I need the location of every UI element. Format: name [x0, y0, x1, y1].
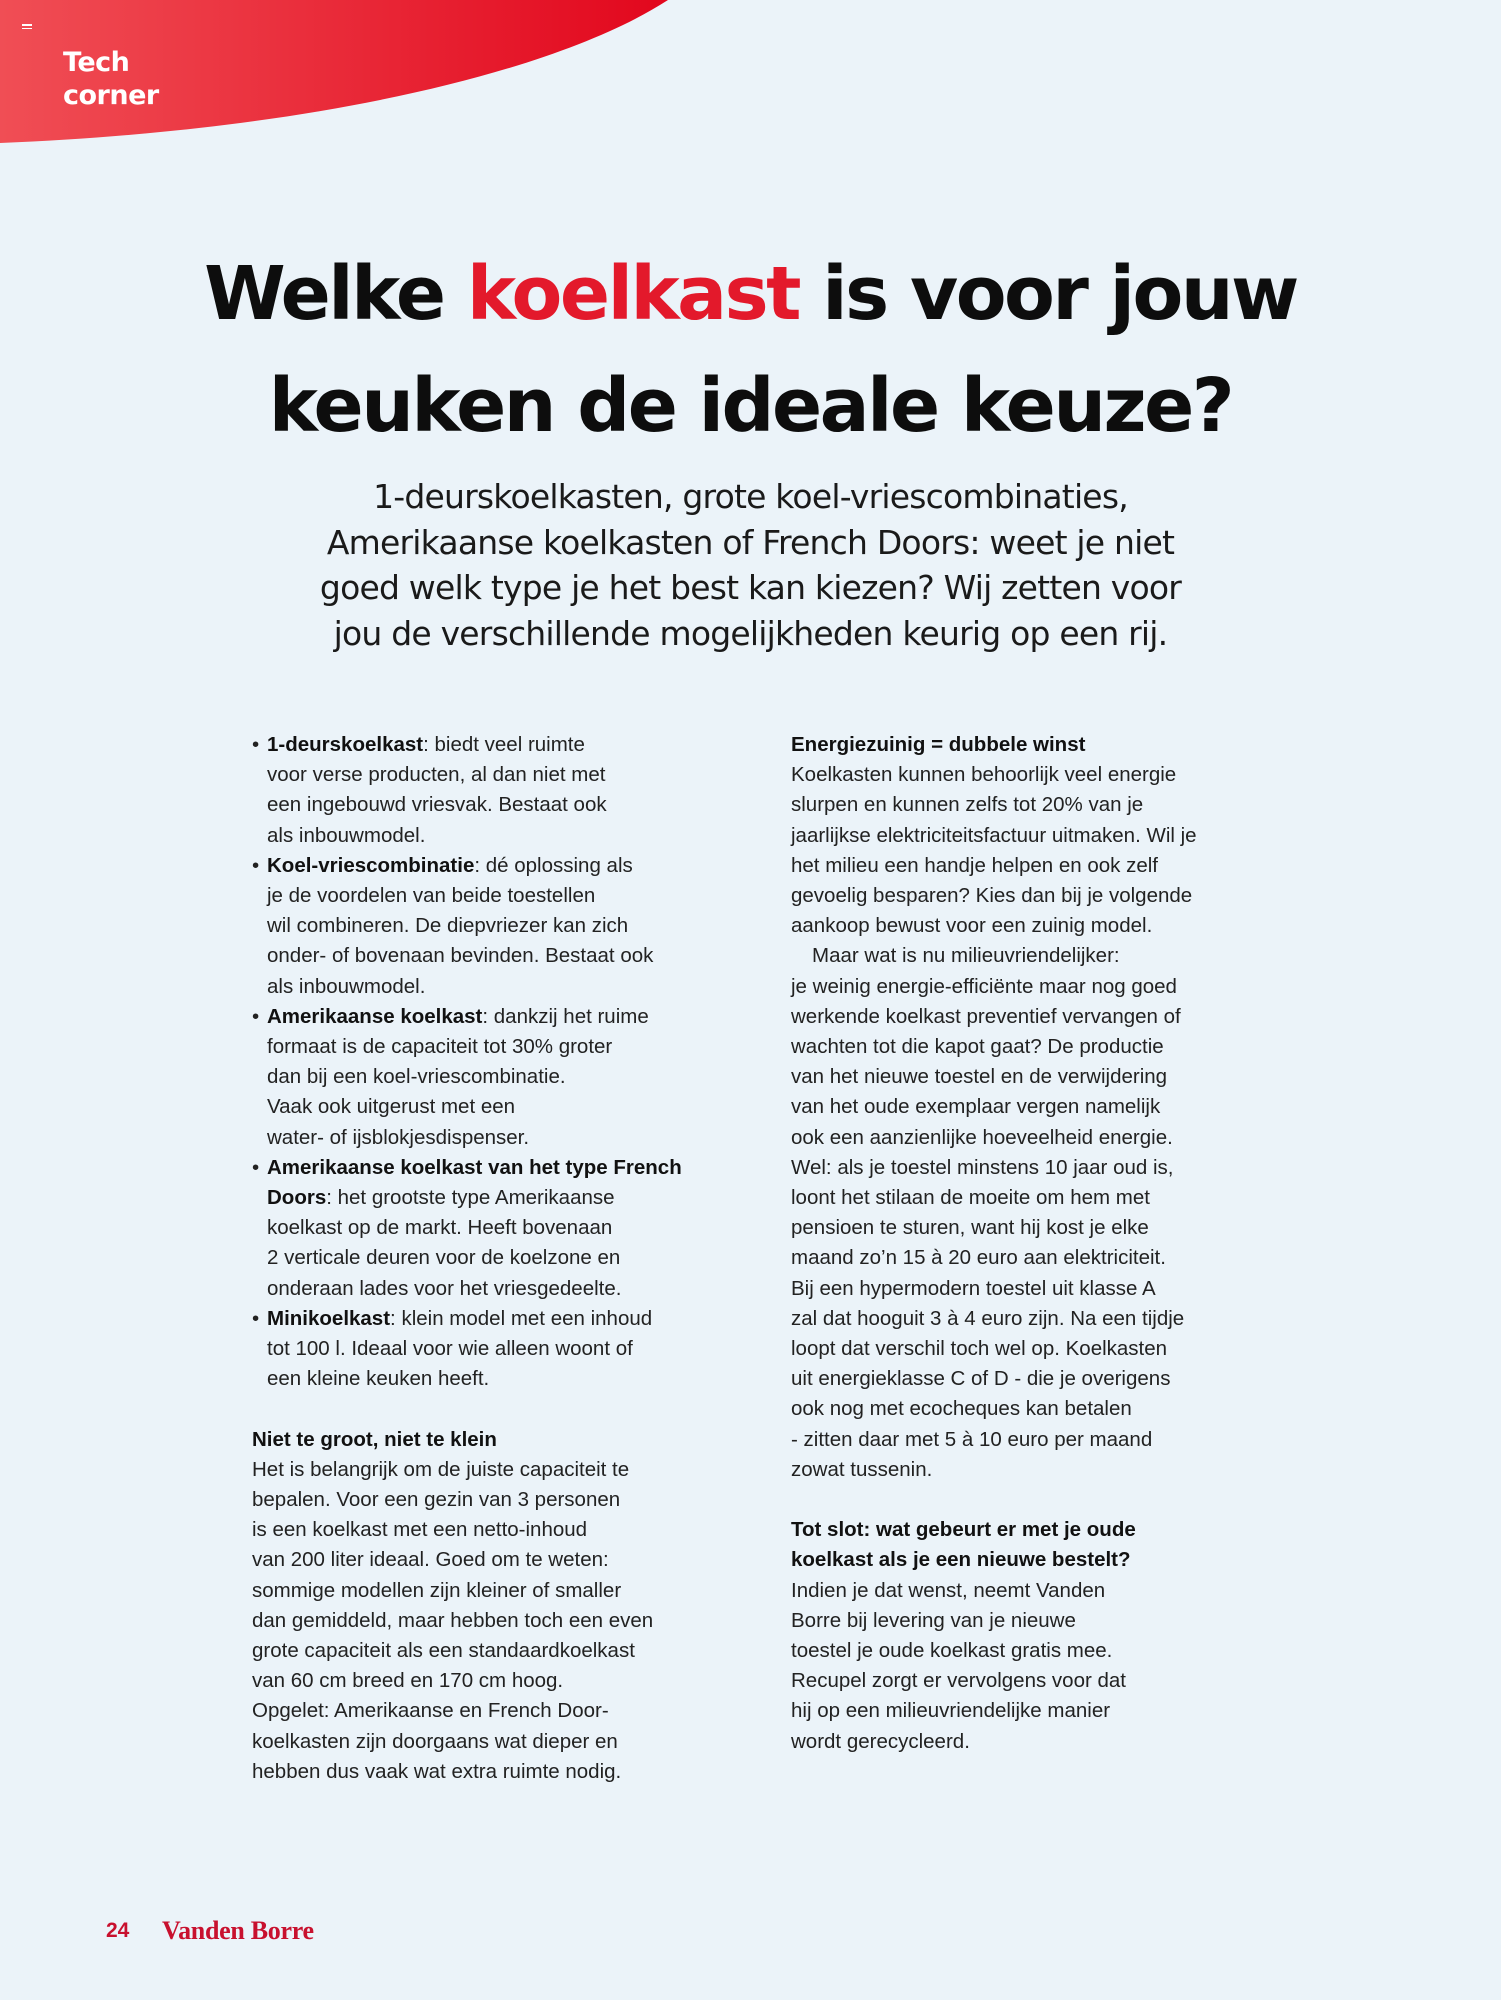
paragraph-line: hij op een milieuvriendelijke manier [791, 1699, 1111, 1723]
paragraph-line: toestel je oude koelkast gratis mee. [791, 1639, 1113, 1663]
bullet-text: wil combineren. De diepvriezer kan zich [267, 914, 629, 938]
section-heading [791, 1515, 1261, 1575]
intro-line: jou de verschillende mogelijkheden keurig op een rij. [333, 613, 1168, 653]
list-item [252, 1002, 732, 1153]
bullet-text: onderaan lades voor het vriesgedeelte. [267, 1276, 622, 1300]
paragraph-line: loont het stilaan de moeite om hem met [791, 1186, 1150, 1210]
paragraph-line: Borre bij levering van je nieuwe [791, 1608, 1076, 1632]
bullet-text: : dankzij het ruime [482, 1004, 649, 1028]
paragraph-line: Koelkasten kunnen behoorlijk veel energie [791, 763, 1177, 787]
paragraph-line: zowat tussenin. [791, 1457, 933, 1481]
paragraph-line: wordt gerecycleerd. [791, 1729, 970, 1753]
paragraph-line: van 60 cm breed en 170 cm hoog. [252, 1669, 564, 1693]
list-item [252, 1304, 732, 1395]
paragraph-line: sommige modellen zijn kleiner of smaller [252, 1578, 622, 1602]
page-title [0, 238, 1501, 462]
menu-icon[interactable] [22, 24, 32, 32]
paragraph-line: jaarlijkse elektriciteitsfactuur uitmaken. Wil je [791, 823, 1197, 847]
bullet-term: Koel-vriescombinatie [267, 853, 475, 877]
intro-line: 1-deurskoelkasten, grote koel-vriescombinaties, [373, 477, 1128, 516]
paragraph-line: is een koelkast met een netto-inhoud [252, 1518, 588, 1542]
paragraph-line: - zitten daar met 5 à 10 euro per maand [791, 1427, 1153, 1451]
paragraph-line: van 200 liter ideaal. Goed om te weten: [252, 1548, 609, 1572]
section-tag [63, 46, 159, 112]
page-number: 24 [106, 1919, 130, 1942]
title-accent-word: koelkast [466, 251, 800, 337]
bullet-text: voor verse producten, al dan niet met [267, 763, 606, 787]
heading-line: Tot slot: wat gebeurt er met je oude [791, 1518, 1136, 1542]
paragraph-line: pensioen te sturen, want hij kost je elke [791, 1216, 1149, 1240]
paragraph-line: dan gemiddeld, maar hebben toch een even [252, 1608, 654, 1632]
paragraph-line: Wel: als je toestel minstens 10 jaar oud is, [791, 1155, 1174, 1179]
left-column [252, 730, 732, 1787]
paragraph-line: Opgelet: Amerikaanse en French Door- [252, 1699, 609, 1723]
bullet-term: Minikoelkast [267, 1306, 391, 1330]
bullet-text: 2 verticale deuren voor de koelzone en [267, 1246, 621, 1270]
list-item [252, 851, 732, 1002]
bullet-text: Vaak ook uitgerust met een [267, 1095, 516, 1119]
bullet-text: onder- of bovenaan bevinden. Bestaat ook [267, 944, 654, 968]
title-part1: Welke [204, 251, 467, 337]
bullet-text: dan bij een koel-vriescombinatie. [267, 1065, 566, 1089]
fridge-type-list [252, 730, 732, 1394]
paragraph-line: Het is belangrijk om de juiste capaciteit te [252, 1457, 630, 1481]
bullet-text: als inbouwmodel. [267, 974, 426, 998]
paragraph-line: koelkasten zijn doorgaans wat dieper en [252, 1729, 618, 1753]
paragraph-line: bepalen. Voor een gezin van 3 personen [252, 1488, 621, 1512]
paragraph-line: loopt dat verschil toch wel op. Koelkasten [791, 1337, 1168, 1361]
bullet-text: koelkast op de markt. Heeft bovenaan [267, 1216, 613, 1240]
list-item [252, 1153, 732, 1304]
paragraph-line: van het nieuwe toestel en de verwijdering [791, 1065, 1168, 1089]
bullet-text: : het grootste type Amerikaanse [326, 1186, 615, 1210]
paragraph-line: wachten tot die kapot gaat? De productie [791, 1035, 1164, 1059]
energy-paragraph-1 [791, 760, 1261, 941]
list-item [252, 730, 732, 851]
paragraph-line: Maar wat is nu milieuvriendelijker: [812, 944, 1120, 968]
paragraph-line: werkende koelkast preventief vervangen of [791, 1004, 1181, 1028]
bullet-text: als inbouwmodel. [267, 823, 426, 847]
bullet-text: : dé oplossing als [474, 853, 633, 877]
paragraph-line: ook nog met ecocheques kan betalen [791, 1397, 1132, 1421]
paragraph-line: het milieu een handje helpen en ook zelf [791, 853, 1158, 877]
energy-paragraph-2 [791, 941, 1261, 1485]
paragraph-line: gevoelig besparen? Kies dan bij je volgende [791, 884, 1193, 908]
right-column [791, 730, 1261, 1757]
paragraph-line: maand zo’n 15 à 20 euro aan elektriciteit. [791, 1246, 1166, 1270]
bullet-text: je de voordelen van beide toestellen [267, 884, 596, 908]
section-tag-line2: corner [63, 80, 159, 111]
section-tag-line1: Tech [63, 47, 130, 78]
title-part2: is voor jouw [799, 251, 1297, 337]
bullet-text: water- of ijsblokjesdispenser. [267, 1125, 530, 1149]
bullet-text: : biedt veel ruimte [423, 733, 585, 756]
bullet-term: Amerikaanse koelkast van het type French Doors [267, 1155, 682, 1210]
paragraph-line: van het oude exemplaar vergen namelijk [791, 1095, 1161, 1119]
bullet-text: een kleine keuken heeft. [267, 1367, 490, 1391]
recycling-paragraph [791, 1576, 1261, 1757]
bullet-text: een ingebouwd vriesvak. Bestaat ook [267, 793, 607, 817]
paragraph-line: je weinig energie-efficiënte maar nog goed [791, 974, 1177, 998]
paragraph-line: ook een aanzienlijke hoeveelheid energie. [791, 1125, 1173, 1149]
paragraph-line: aankoop bewust voor een zuinig model. [791, 914, 1153, 938]
paragraph-line: hebben dus vaak wat extra ruimte nodig. [252, 1759, 622, 1783]
intro-paragraph [220, 474, 1281, 656]
paragraph-line: Recupel zorgt er vervolgens voor dat [791, 1669, 1127, 1693]
bullet-text: formaat is de capaciteit tot 30% groter [267, 1035, 613, 1059]
bullet-text: tot 100 l. Ideaal voor wie alleen woont of [267, 1337, 633, 1361]
intro-line: goed welk type je het best kan kiezen? Wij zetten voor [319, 568, 1182, 607]
paragraph-line: zal dat hooguit 3 à 4 euro zijn. Na een tijdje [791, 1306, 1185, 1330]
paragraph-line: slurpen en kunnen zelfs tot 20% van je [791, 793, 1144, 817]
capacity-paragraph [252, 1455, 732, 1787]
section-heading: Energiezuinig = dubbele winst [791, 733, 1086, 756]
brand-logo: Vanden Borre [162, 1916, 314, 1945]
bullet-term: Amerikaanse koelkast [267, 1004, 483, 1028]
heading-line: koelkast als je een nieuwe bestelt? [791, 1548, 1131, 1572]
bullet-text: : klein model met een inhoud [390, 1306, 653, 1330]
section-heading: Niet te groot, niet te klein [252, 1427, 497, 1451]
paragraph-line: Bij een hypermodern toestel uit klasse A [791, 1276, 1156, 1300]
paragraph-line: grote capaciteit als een standaardkoelkast [252, 1639, 635, 1663]
title-line2: keuken de ideale keuze? [268, 363, 1233, 449]
paragraph-line: Indien je dat wenst, neemt Vanden [791, 1578, 1106, 1602]
paragraph-line: uit energieklasse C of D - die je overigens [791, 1367, 1171, 1391]
bullet-term: 1-deurskoelkast [267, 733, 424, 756]
intro-line: Amerikaanse koelkasten of French Doors: weet je niet [326, 522, 1175, 562]
